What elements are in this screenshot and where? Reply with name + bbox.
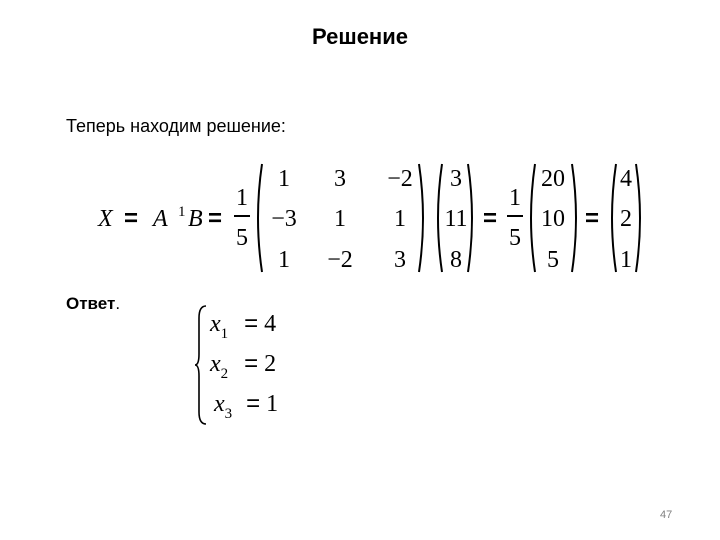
right-paren bbox=[570, 162, 582, 274]
fraction-numerator: 1 bbox=[236, 185, 248, 211]
vector-cell: 5 bbox=[547, 247, 559, 273]
system-row bbox=[210, 350, 276, 381]
variable-subscript: 3 bbox=[224, 406, 233, 422]
system-brace bbox=[194, 304, 208, 426]
equals-sign: = bbox=[244, 350, 259, 377]
vector-cell: 10 bbox=[541, 206, 565, 232]
fraction-denominator: 5 bbox=[509, 225, 521, 251]
equals-sign: = bbox=[246, 390, 261, 417]
fraction-bar bbox=[234, 215, 250, 217]
vector-cell: 2 bbox=[620, 206, 632, 232]
equals-sign: = bbox=[124, 205, 139, 232]
lhs-b: B bbox=[188, 206, 203, 232]
lhs-exponent: 1 bbox=[178, 204, 186, 220]
variable: x bbox=[214, 391, 225, 417]
value: 4 bbox=[264, 311, 277, 337]
intro-text: Теперь находим решение: bbox=[66, 116, 286, 136]
answer-label bbox=[66, 294, 120, 314]
matrix-cell: 1 bbox=[278, 166, 290, 192]
equals-sign: = bbox=[208, 205, 223, 232]
fraction-numerator: 1 bbox=[509, 185, 521, 211]
equals-sign: = bbox=[244, 310, 259, 337]
vector-cell: 8 bbox=[450, 247, 462, 273]
equals-sign: = bbox=[483, 205, 498, 232]
answer-label-text: Ответ bbox=[66, 294, 116, 313]
system-row bbox=[210, 310, 276, 341]
matrix-cell: 3 bbox=[334, 166, 346, 192]
variable: x bbox=[210, 311, 221, 337]
matrix-cell: 1 bbox=[334, 206, 346, 232]
matrix-cell: 1 bbox=[394, 206, 406, 232]
right-paren bbox=[634, 162, 646, 274]
vector-cell: 11 bbox=[444, 206, 468, 232]
variable-subscript: 2 bbox=[220, 366, 229, 382]
vector-cell: 20 bbox=[541, 166, 565, 192]
system-row bbox=[214, 390, 278, 421]
vector-cell: 4 bbox=[620, 166, 632, 192]
matrix-cell: −2 bbox=[387, 166, 413, 192]
value: 1 bbox=[266, 391, 279, 417]
vector-cell: 3 bbox=[450, 166, 462, 192]
matrix-cell: −2 bbox=[327, 247, 353, 273]
page-number: 47 bbox=[660, 509, 673, 521]
answer-dot: . bbox=[115, 294, 121, 313]
fraction-denominator: 5 bbox=[236, 225, 248, 251]
variable: x bbox=[210, 351, 221, 377]
fraction-bar bbox=[507, 215, 523, 217]
value: 2 bbox=[264, 351, 277, 377]
vector-cell: 1 bbox=[620, 247, 632, 273]
variable-subscript: 1 bbox=[220, 326, 229, 342]
right-paren bbox=[417, 162, 429, 274]
matrix-cell: −3 bbox=[271, 206, 297, 232]
matrix-cell: 1 bbox=[278, 247, 290, 273]
equals-sign: = bbox=[585, 205, 600, 232]
lhs-a: A bbox=[153, 206, 168, 232]
slide-title: Решение bbox=[312, 24, 408, 49]
right-paren bbox=[466, 162, 478, 274]
matrix-cell: 3 bbox=[394, 247, 406, 273]
lhs-x: X bbox=[98, 206, 113, 232]
